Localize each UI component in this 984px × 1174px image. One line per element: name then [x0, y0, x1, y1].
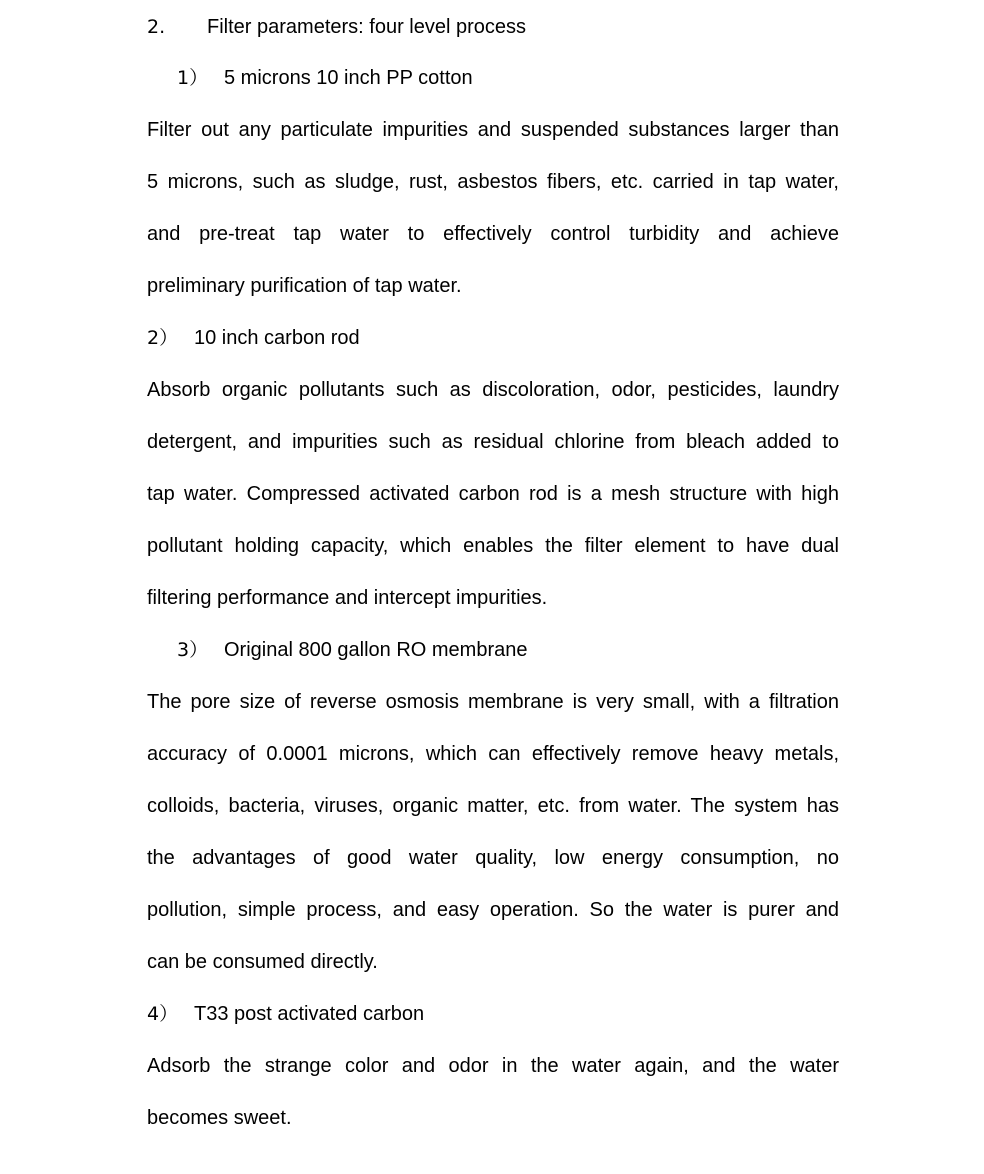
- item-heading-4: [147, 1001, 424, 1027]
- item-heading-2: [147, 325, 360, 351]
- paragraph-line: can be consumed directly.: [147, 951, 378, 973]
- item-marker-1: 1）: [177, 67, 209, 89]
- paragraph-line: Absorb organic pollutants such as discoloration, odor, pesticides, laundry: [147, 379, 839, 401]
- paragraph-line: tap water. Compressed activated carbon rod is a mesh structure with high: [147, 483, 839, 505]
- item-title-1: 5 microns 10 inch PP cotton: [224, 67, 473, 89]
- paragraph-line: pollution, simple process, and easy operation. So the water is purer and: [147, 899, 839, 921]
- paragraph-line: colloids, bacteria, viruses, organic matter, etc. from water. The system has: [147, 795, 839, 817]
- paragraph-line: becomes sweet.: [147, 1107, 292, 1129]
- section-number: 2.: [147, 16, 166, 38]
- paragraph-line: 5 microns, such as sludge, rust, asbestos fibers, etc. carried in tap water,: [147, 171, 839, 193]
- item-title-3: Original 800 gallon RO membrane: [224, 639, 528, 661]
- item-heading-1: [177, 65, 473, 91]
- paragraph-line: the advantages of good water quality, low energy consumption, no: [147, 847, 839, 869]
- paragraph-line: accuracy of 0.0001 microns, which can effectively remove heavy metals,: [147, 743, 839, 765]
- item-marker-2: 2）: [147, 327, 179, 349]
- paragraph-line: and pre-treat tap water to effectively control turbidity and achieve: [147, 223, 839, 245]
- paragraph-line: filtering performance and intercept impurities.: [147, 587, 548, 609]
- item-marker-3: 3）: [177, 639, 209, 661]
- paragraph-line: pollutant holding capacity, which enables the filter element to have dual: [147, 535, 839, 557]
- paragraph-line: Adsorb the strange color and odor in the water again, and the water: [147, 1055, 839, 1077]
- paragraph-line: preliminary purification of tap water.: [147, 275, 462, 297]
- item-marker-4: 4）: [147, 1003, 179, 1025]
- item-title-2: 10 inch carbon rod: [194, 327, 360, 349]
- item-heading-3: [177, 637, 528, 663]
- paragraph-line: Filter out any particulate impurities and suspended substances larger than: [147, 119, 839, 141]
- section-heading: [147, 14, 526, 40]
- item-title-4: T33 post activated carbon: [194, 1003, 425, 1025]
- paragraph-line: detergent, and impurities such as residual chlorine from bleach added to: [147, 431, 839, 453]
- paragraph-line: The pore size of reverse osmosis membrane is very small, with a filtration: [147, 691, 839, 713]
- section-title: Filter parameters: four level process: [207, 16, 527, 38]
